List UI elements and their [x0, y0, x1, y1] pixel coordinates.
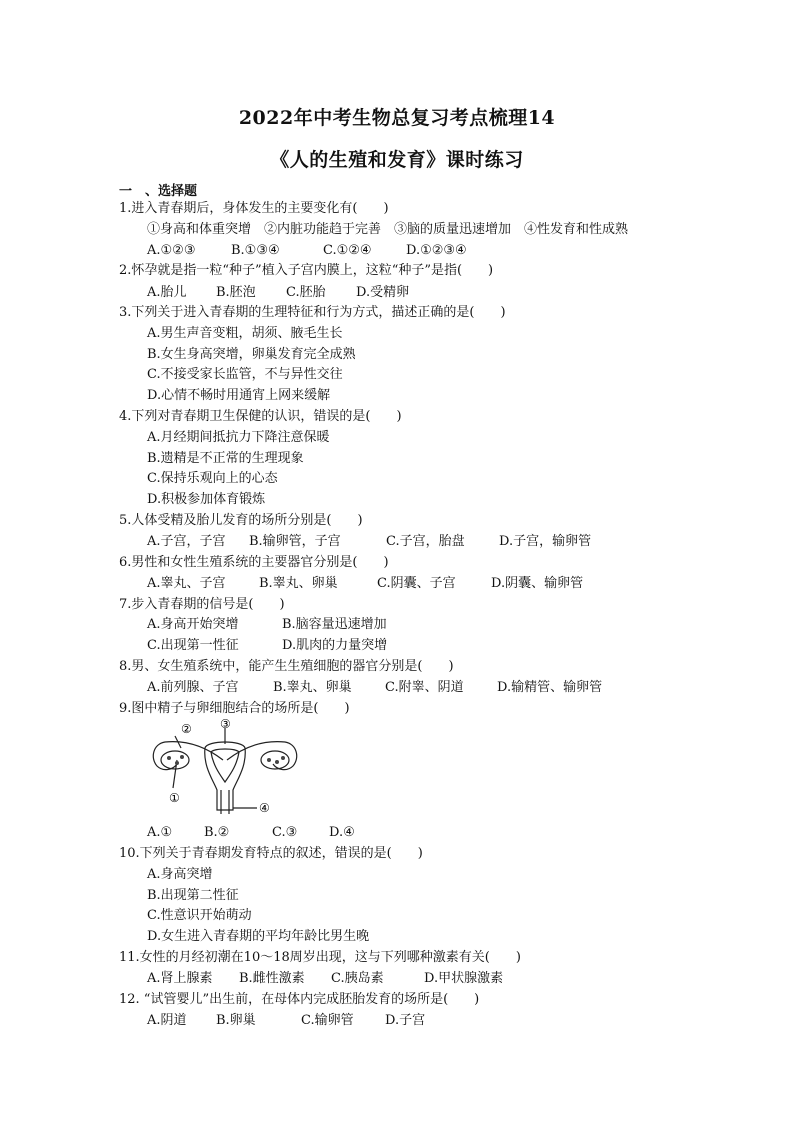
question-1-option-d: D.①②③④ [406, 243, 467, 258]
figure-label-3: ③ [220, 718, 231, 731]
figure-label-1: ① [169, 791, 180, 805]
question-12-option-d: D.子宫 [385, 1013, 426, 1028]
question-2-option-c: C.胚胎 [286, 285, 326, 300]
question-6-option-a: A.睾丸、子宫 [147, 576, 226, 591]
question-11-option-d: D.甲状腺激素 [424, 971, 504, 986]
question-11-option-b: B.雌性激素 [239, 971, 305, 986]
question-1-option-c: C.①②④ [323, 243, 372, 258]
question-3-option-b: B.女生身高突增，卵巢发育完全成熟 [147, 347, 356, 362]
section-heading: 一 、选择题 [119, 184, 198, 199]
question-5-option-b: B.输卵管，子宫 [249, 534, 341, 549]
question-1-option-a: A.①②③ [147, 243, 196, 258]
question-9-option-b: B.② [204, 825, 230, 840]
question-2-option-b: B.胚泡 [216, 285, 256, 300]
question-3-option-c: C.不接受家长监管，不与异性交往 [147, 367, 343, 382]
question-7-option-d: D.肌肉的力量突增 [282, 638, 388, 653]
question-4-option-d: D.积极参加体育锻炼 [147, 492, 266, 507]
page-title: 2022年中考生物总复习考点梳理14 [238, 107, 556, 129]
question-9-stem: 9.图中精子与卵细胞结合的场所是( ) [119, 701, 350, 716]
question-5-stem: 5.人体受精及胎儿发育的场所分别是( ) [119, 513, 363, 528]
question-10-stem: 10.下列关于青春期发育特点的叙述，错误的是( ) [119, 846, 423, 861]
question-6-option-c: C.阴囊、子宫 [377, 576, 456, 591]
question-12-stem: 12. “试管婴儿”出生前，在母体内完成胚胎发育的场所是( ) [119, 992, 480, 1007]
question-2-option-d: D.受精卵 [356, 285, 410, 300]
question-5-option-d: D.子宫，输卵管 [499, 534, 592, 549]
question-3-stem: 3.下列关于进入青春期的生理特征和行为方式，描述正确的是( ) [119, 305, 506, 320]
question-7-stem: 7.步入青春期的信号是( ) [119, 597, 285, 612]
question-10-option-b: B.出现第二性征 [147, 888, 239, 903]
question-3-option-a: A.男生声音变粗，胡须、腋毛生长 [147, 326, 343, 341]
question-9-option-d: D.④ [329, 825, 355, 840]
question-6-option-b: B.睾丸、卵巢 [259, 576, 338, 591]
question-8-option-c: C.附睾、阴道 [385, 680, 464, 695]
question-6-stem: 6.男性和女性生殖系统的主要器官分别是( ) [119, 555, 389, 570]
question-4-option-a: A.月经期间抵抗力下降注意保暖 [147, 430, 330, 445]
question-10-option-d: D.女生进入青春期的平均年龄比男生晚 [147, 929, 370, 944]
question-12-option-b: B.卵巢 [216, 1013, 256, 1028]
question-5-option-a: A.子宫，子宫 [147, 534, 226, 549]
question-8-option-b: B.睾丸、卵巢 [273, 680, 352, 695]
question-8-option-d: D.输精管、输卵管 [497, 680, 603, 695]
figure-label-2: ② [181, 722, 192, 736]
question-7-option-a: A.身高开始突增 [147, 617, 239, 632]
question-4-stem: 4.下列对青春期卫生保健的认识，错误的是( ) [119, 409, 402, 424]
uterus-diagram [145, 718, 305, 818]
question-10-option-a: A.身高突增 [147, 867, 213, 882]
page-subtitle: 《人的生殖和发育》课时练习 [270, 149, 524, 171]
question-9-option-c: C.③ [272, 825, 298, 840]
question-6-option-d: D.阴囊、输卵管 [491, 576, 584, 591]
question-8-stem: 8.男、女生殖系统中，能产生生殖细胞的器官分别是( ) [119, 659, 454, 674]
figure-label-4: ④ [259, 801, 270, 815]
question-7-option-c: C.出现第一性征 [147, 638, 239, 653]
question-8-option-a: A.前列腺、子宫 [147, 680, 239, 695]
question-4-option-c: C.保持乐观向上的心态 [147, 471, 278, 486]
question-1-statements: ①身高和体重突增 ②内脏功能趋于完善 ③脑的质量迅速增加 ④性发育和性成熟 [147, 222, 629, 237]
question-3-option-d: D.心情不畅时用通宵上网来缓解 [147, 388, 331, 403]
question-1-stem: 1.进入青春期后，身体发生的主要变化有( ) [119, 201, 389, 216]
question-11-option-a: A.肾上腺素 [147, 971, 213, 986]
question-5-option-c: C.子宫，胎盘 [386, 534, 465, 549]
question-2-stem: 2.怀孕就是指一粒“种子”植入子宫内膜上，这粒“种子”是指( ) [119, 263, 494, 278]
question-4-option-b: B.遗精是不正常的生理现象 [147, 451, 304, 466]
question-11-stem: 11.女性的月经初潮在10～18周岁出现，这与下列哪种激素有关( ) [119, 950, 521, 965]
question-11-option-c: C.胰岛素 [331, 971, 384, 986]
question-10-option-c: C.性意识开始萌动 [147, 908, 252, 923]
question-1-option-b: B.①③④ [231, 243, 280, 258]
question-7-option-b: B.脑容量迅速增加 [282, 617, 387, 632]
question-12-option-a: A.阴道 [147, 1013, 187, 1028]
question-9-option-a: A.① [147, 825, 173, 840]
question-12-option-c: C.输卵管 [301, 1013, 354, 1028]
question-2-option-a: A.胎儿 [147, 285, 187, 300]
